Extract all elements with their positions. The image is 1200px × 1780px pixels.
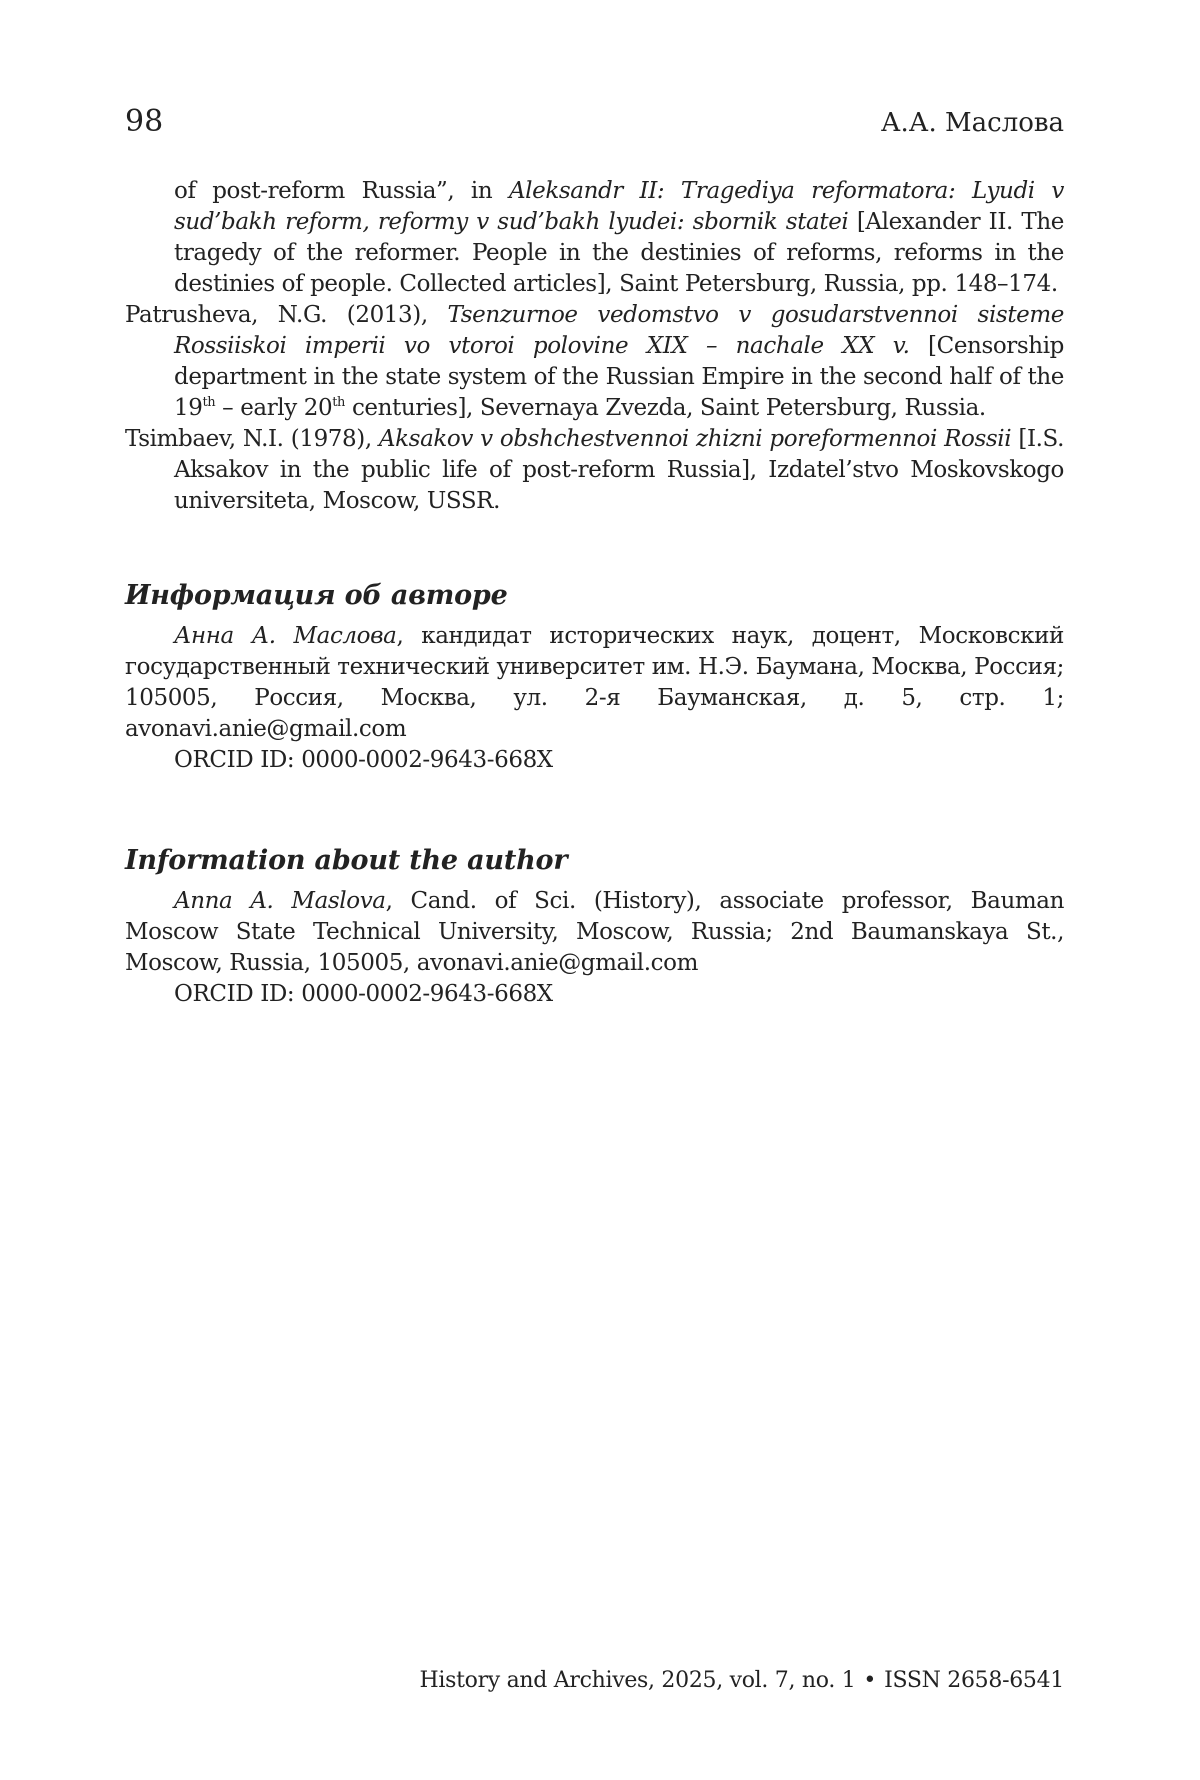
running-author: А.А. Маслова <box>880 108 1064 138</box>
orcid-line: ORCID ID: 0000-0002-9643-668X <box>174 747 553 773</box>
reference-text: – early 20 <box>215 395 333 421</box>
issn: ISSN 2658-6541 <box>884 1668 1064 1693</box>
reference-text: Tsimbaev, N.I. (1978), <box>125 426 379 452</box>
author-details: , кандидат исторических наук, доцент, Московский государственный технический университет им. Н.Э. Баумана, Москва, Россия; 105005, Россия, Москва, ул. 2-я Бауманская, д. 5, стр. 1; avonavi.anie@gmail.com <box>125 623 1065 742</box>
author-name: Anna A. Maslova <box>174 888 386 914</box>
page-footer <box>125 1668 1064 1693</box>
reference-text: [Censorship department in the state system of the Russian Empire in the second half of the 19 <box>174 333 1064 421</box>
reference-item <box>125 300 1064 424</box>
author-name: Анна А. Маслова <box>174 623 397 649</box>
section-heading: Информация об авторе <box>125 580 508 611</box>
superscript: th <box>202 395 216 410</box>
reference-text: [Alexander II. The tragedy of the reformer. People in the destinies of reforms, reforms in the destinies of people. Collected articles], Saint Petersburg, Russia, pp. 148–174. <box>174 209 1064 297</box>
reference-title: Aleksandr II: Tragediya reformatora: Lyudi v sud’bakh reform, reformy v sud’bakh lyudei: sbornik statei <box>174 178 1064 235</box>
reference-text: [I.S. Aksakov in the public life of post-reform Russia], Izdatel’stvo Moskovskogo universiteta, Moscow, USSR. <box>174 426 1065 514</box>
page-content <box>125 176 1064 1010</box>
page-number: 98 <box>125 104 164 139</box>
author-paragraph <box>125 621 1064 745</box>
journal-citation: History and Archives, 2025, vol. 7, no. 1 <box>419 1668 856 1693</box>
author-paragraph <box>125 886 1064 979</box>
reference-title: Tsenzurnoe vedomstvo v gosudarstvennoi sisteme Rossiiskoi imperii vo vtoroi polovine XIX – nachale XX v. <box>174 302 1064 359</box>
section-heading: Information about the author <box>125 845 568 876</box>
author-details: , Cand. of Sci. (History), associate professor, Bauman Moscow State Technical University, Moscow, Russia; 2nd Baumanskaya St., Moscow, Russia, 105005, avonavi.anie@gmail.com <box>125 888 1064 976</box>
bullet-separator: • <box>863 1668 877 1693</box>
reference-item <box>125 176 1064 300</box>
running-header <box>125 104 1064 139</box>
orcid-line: ORCID ID: 0000-0002-9643-668X <box>174 981 553 1007</box>
reference-text: centuries], Severnaya Zvezda, Saint Petersburg, Russia. <box>345 395 986 421</box>
reference-text: of post-reform Russia”, in <box>174 178 509 204</box>
superscript: th <box>332 395 346 410</box>
reference-text: Patrusheva, N.G. (2013), <box>125 302 448 328</box>
reference-list <box>125 176 1064 517</box>
author-info-ru <box>125 579 1064 776</box>
reference-title: Aksakov v obshchestvennoi zhizni poreformennoi Rossii <box>378 426 1012 452</box>
reference-item <box>125 424 1064 517</box>
author-info-en <box>125 844 1064 1010</box>
